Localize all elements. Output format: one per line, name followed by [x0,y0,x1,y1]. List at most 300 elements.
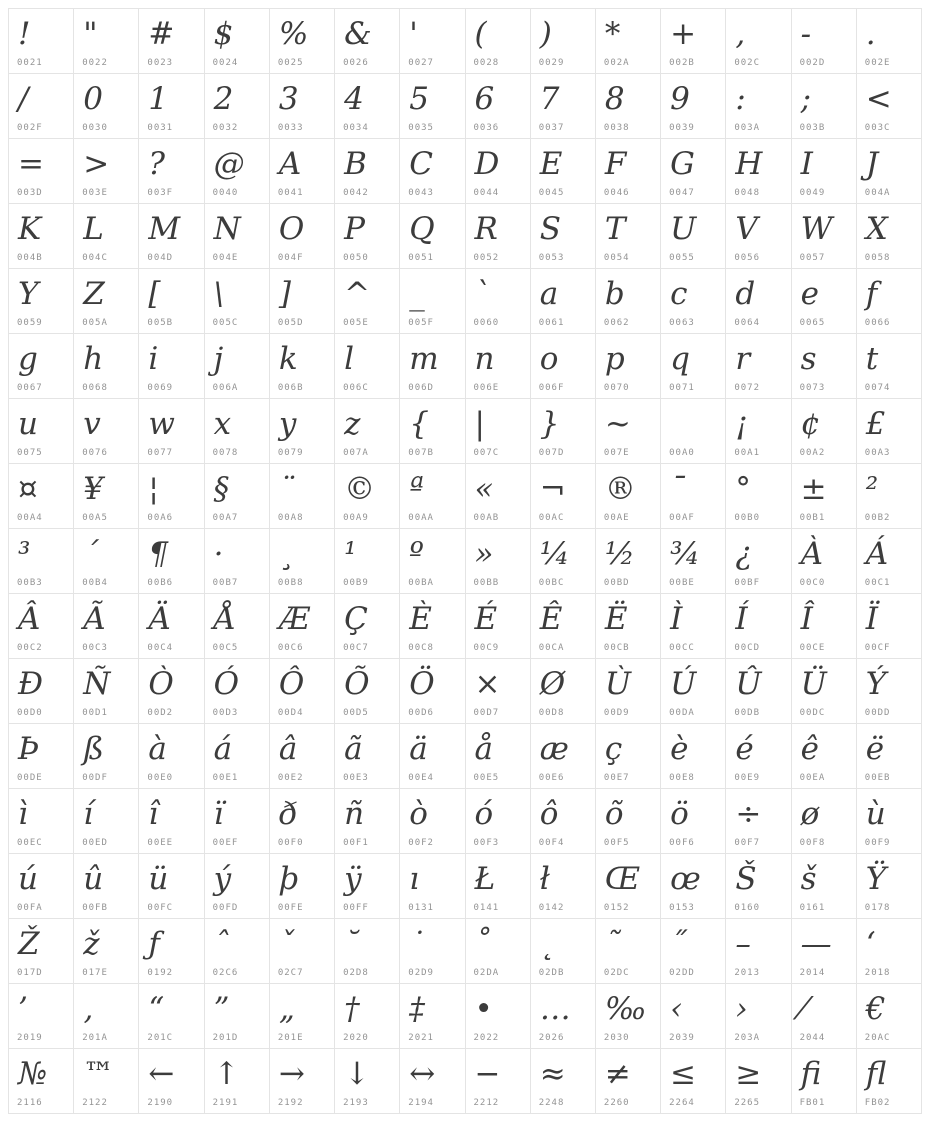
glyph-cell [205,659,269,723]
codepoint-label: 004D [147,253,174,263]
glyph-char: ™ [83,1056,115,1092]
codepoint-label: 00E2 [277,773,304,783]
glyph-char: > [83,146,110,182]
codepoint-label: 2030 [603,1033,630,1043]
glyph-char: ﬁ [800,1056,822,1092]
codepoint-label: 002A [603,58,630,68]
glyph-cell [400,854,464,918]
codepoint-label: 002B [669,58,695,68]
glyph-char: ‡ [409,991,425,1027]
codepoint-label: 0079 [277,448,304,458]
glyph-char: $ [213,16,234,52]
glyph-char: Û [735,666,762,702]
codepoint-label: 005A [82,318,108,328]
codepoint-label: 00E1 [212,773,239,783]
glyph-grid [8,8,922,1114]
glyph-char: ˘ [344,926,360,962]
codepoint-label: 0072 [734,383,761,393]
glyph-char: q [670,341,690,377]
glyph-char: ç [604,731,623,767]
glyph-char: t [865,341,879,377]
glyph-char: v [83,406,101,442]
glyph-cell [74,139,138,203]
codepoint-label: 002D [799,58,826,68]
glyph-cell [74,594,138,658]
codepoint-label: 00F7 [734,838,761,848]
codepoint-label: 0038 [603,123,630,133]
glyph-char: „ [278,991,295,1027]
glyph-cell [596,919,660,983]
codepoint-label: 00DA [669,708,695,718]
glyph-char: 7 [539,81,560,117]
glyph-char: ˙ [409,926,425,962]
codepoint-label: 00AF [669,513,695,523]
codepoint-label: 0059 [17,318,43,328]
codepoint-label: 00ED [82,838,108,848]
glyph-char: ¦ [148,471,159,507]
codepoint-label: 00CE [799,643,826,653]
codepoint-label: 0057 [799,253,826,263]
codepoint-label: 00FB [82,903,108,913]
glyph-char: Œ [604,861,641,897]
glyph-cell [857,919,921,983]
glyph-cell [857,139,921,203]
glyph-cell [9,139,73,203]
codepoint-label: 2116 [17,1098,43,1108]
glyph-char: p [604,341,625,377]
glyph-char: n [474,341,495,377]
codepoint-label: 0040 [212,188,239,198]
glyph-char: * [604,16,621,52]
glyph-cell [661,139,725,203]
codepoint-label: 0043 [408,188,434,198]
glyph-cell [466,1049,530,1113]
glyph-cell [270,529,334,593]
glyph-cell [596,529,660,593]
glyph-char: ¿ [735,536,752,572]
glyph-cell [74,9,138,73]
glyph-cell [139,854,203,918]
glyph-char: ò [409,796,428,832]
glyph-char: 5 [409,81,430,117]
glyph-char: ? [148,146,166,182]
glyph-cell [400,1049,464,1113]
codepoint-label: 02C6 [212,968,239,978]
glyph-char: ¾ [670,536,701,572]
glyph-cell [726,659,790,723]
glyph-char: î [148,796,159,832]
glyph-char: Ò [148,666,174,702]
codepoint-label: 006F [538,383,565,393]
codepoint-label: 007A [343,448,369,458]
glyph-cell [335,984,399,1048]
codepoint-label: 004B [17,253,43,263]
glyph-cell [466,529,530,593]
glyph-char: ¼ [539,536,570,572]
glyph-cell [400,984,464,1048]
glyph-cell [726,74,790,138]
codepoint-label: 00A3 [864,448,891,458]
glyph-cell [792,854,856,918]
codepoint-label: 2260 [603,1098,630,1108]
glyph-cell [205,334,269,398]
glyph-cell [9,594,73,658]
codepoint-label: 00F0 [277,838,304,848]
glyph-char: • [474,991,493,1027]
glyph-char: z [344,406,361,442]
glyph-cell [466,659,530,723]
glyph-cell [74,1049,138,1113]
codepoint-label: 00E0 [147,773,174,783]
glyph-cell [335,789,399,853]
glyph-cell [400,399,464,463]
glyph-cell [9,464,73,528]
glyph-cell [661,399,725,463]
codepoint-label: 002F [17,123,43,133]
glyph-cell [596,984,660,1048]
glyph-cell [726,984,790,1048]
glyph-char: G [670,146,695,182]
glyph-cell [531,139,595,203]
glyph-cell [400,529,464,593]
codepoint-label: 0142 [538,903,565,913]
glyph-cell [531,9,595,73]
glyph-char: ↑ [213,1056,240,1092]
glyph-char: j [213,341,224,377]
codepoint-label: 00D8 [538,708,565,718]
glyph-char: 9 [670,81,690,117]
glyph-cell [139,724,203,788]
codepoint-label: 0056 [734,253,761,263]
glyph-char: ← [148,1056,175,1092]
glyph-cell [270,9,334,73]
codepoint-label: 00D1 [82,708,108,718]
glyph-cell [400,74,464,138]
glyph-cell [400,464,464,528]
codepoint-label: 2248 [538,1098,565,1108]
glyph-cell [9,1049,73,1113]
glyph-char: l [344,341,354,377]
glyph-char [670,401,680,445]
glyph-cell [9,399,73,463]
glyph-cell [531,334,595,398]
codepoint-label: 005B [147,318,174,328]
glyph-char: ˚ [474,926,490,962]
codepoint-label: 2019 [17,1033,43,1043]
glyph-char: Ç [344,601,368,637]
glyph-char: Ð [18,666,44,702]
codepoint-label: 00F1 [343,838,369,848]
codepoint-label: 005D [277,318,304,328]
codepoint-label: 00DF [82,773,108,783]
codepoint-label: 00BB [473,578,500,588]
glyph-cell [792,399,856,463]
codepoint-label: 00FC [147,903,174,913]
glyph-cell [139,789,203,853]
codepoint-label: 0178 [864,903,891,913]
codepoint-label: 2122 [82,1098,108,1108]
glyph-cell [139,269,203,333]
codepoint-label: 203A [734,1033,761,1043]
glyph-cell [596,724,660,788]
codepoint-label: 00CA [538,643,565,653]
glyph-cell [726,269,790,333]
glyph-cell [9,204,73,268]
glyph-char: Ì [670,601,683,637]
glyph-char: ‹ [670,991,683,1027]
codepoint-label: 00EA [799,773,826,783]
glyph-char: ù [865,796,886,832]
glyph-char: ˇ [278,926,295,962]
glyph-char: û [83,861,104,897]
glyph-cell [792,724,856,788]
glyph-char: ì [18,796,28,832]
codepoint-label: 0044 [473,188,500,198]
codepoint-label: 00A5 [82,513,108,523]
glyph-char: T [604,211,626,247]
codepoint-label: 0036 [473,123,500,133]
glyph-cell [466,9,530,73]
codepoint-label: 0049 [799,188,826,198]
codepoint-label: 00D7 [473,708,500,718]
glyph-cell [466,399,530,463]
glyph-cell [74,659,138,723]
glyph-char: ´ [83,536,99,572]
glyph-cell [596,854,660,918]
glyph-char: . [865,16,876,52]
glyph-cell [466,594,530,658]
glyph-cell [335,9,399,73]
codepoint-label: 00B0 [734,513,761,523]
glyph-cell [792,334,856,398]
glyph-char: Ã [83,601,106,637]
glyph-char: â [278,731,298,767]
glyph-char: Ÿ [865,861,887,897]
glyph-char: ” [213,991,230,1027]
codepoint-label: 0078 [212,448,239,458]
glyph-char: ü [148,861,169,897]
glyph-char: ≥ [735,1056,762,1092]
codepoint-label: 00A0 [669,448,695,458]
codepoint-label: 00F4 [538,838,565,848]
glyph-cell [205,919,269,983]
codepoint-label: 0060 [473,318,500,328]
glyph-cell [400,139,464,203]
codepoint-label: 002C [734,58,761,68]
glyph-cell [335,919,399,983]
glyph-char: ’ [18,991,28,1027]
codepoint-label: 0153 [669,903,695,913]
codepoint-label: 00CB [603,643,630,653]
glyph-cell [400,724,464,788]
glyph-cell [661,529,725,593]
glyph-cell [531,789,595,853]
glyph-cell [466,789,530,853]
glyph-cell [335,269,399,333]
glyph-char: Q [409,211,435,247]
glyph-cell [531,74,595,138]
codepoint-label: 00EF [212,838,239,848]
glyph-char: } [539,406,560,442]
codepoint-label: 00E3 [343,773,369,783]
glyph-cell [270,334,334,398]
glyph-char: s [800,341,817,377]
codepoint-label: 2212 [473,1098,500,1108]
codepoint-label: 00AC [538,513,565,523]
glyph-char: ¸ [278,536,295,572]
codepoint-label: 00C6 [277,643,304,653]
codepoint-label: 00F3 [473,838,500,848]
glyph-cell [531,919,595,983]
glyph-cell [661,204,725,268]
codepoint-label: 0026 [343,58,369,68]
codepoint-label: 2018 [864,968,891,978]
glyph-char: ý [213,861,232,897]
glyph-char: g [18,341,38,377]
glyph-cell [661,594,725,658]
glyph-char: ˝ [670,926,686,962]
glyph-char: ± [800,471,827,507]
glyph-cell [205,464,269,528]
glyph-char: F [604,146,627,182]
codepoint-label: 02DB [538,968,565,978]
glyph-cell [74,269,138,333]
glyph-char: ¤ [18,471,38,507]
codepoint-label: 0055 [669,253,695,263]
glyph-char: Ü [800,666,827,702]
glyph-cell [661,919,725,983]
codepoint-label: 00AA [408,513,434,523]
codepoint-label: 00B2 [864,513,891,523]
glyph-char: C [409,146,434,182]
glyph-char: y [278,406,297,442]
glyph-cell [661,9,725,73]
codepoint-label: 00B6 [147,578,174,588]
codepoint-label: 00D0 [17,708,43,718]
glyph-char: H [735,146,763,182]
codepoint-label: 0052 [473,253,500,263]
glyph-char: 2 [213,81,234,117]
glyph-char: D [474,146,500,182]
glyph-cell [9,984,73,1048]
glyph-cell [335,659,399,723]
glyph-cell [270,74,334,138]
codepoint-label: 005C [212,318,239,328]
glyph-char: + [670,16,697,52]
glyph-char: ® [604,471,636,507]
glyph-cell [335,1049,399,1113]
glyph-cell [205,74,269,138]
codepoint-label: 0029 [538,58,565,68]
glyph-char: € [865,991,886,1027]
glyph-char: ¨ [278,471,295,507]
glyph-cell [205,789,269,853]
glyph-char: ƒ [148,926,160,962]
codepoint-label: 00A1 [734,448,761,458]
glyph-cell [205,724,269,788]
glyph-cell [531,659,595,723]
codepoint-label: 00A9 [343,513,369,523]
codepoint-label: 00C1 [864,578,891,588]
codepoint-label: 006B [277,383,304,393]
glyph-cell [270,659,334,723]
glyph-char: L [83,211,104,247]
glyph-char: ÿ [344,861,362,897]
codepoint-label: 0061 [538,318,565,328]
glyph-char: ' [409,16,418,52]
glyph-char: ^ [344,276,371,312]
glyph-cell [596,139,660,203]
glyph-cell [726,529,790,593]
glyph-char: × [474,666,501,702]
glyph-cell [270,724,334,788]
glyph-char: O [278,211,305,247]
glyph-char: ë [865,731,885,767]
glyph-char: 8 [604,81,625,117]
glyph-cell [270,204,334,268]
codepoint-label: 004C [82,253,108,263]
codepoint-label: 2192 [277,1098,304,1108]
codepoint-label: FB01 [799,1098,826,1108]
glyph-char: S [539,211,561,247]
codepoint-label: 0022 [82,58,108,68]
codepoint-label: 0030 [82,123,108,133]
glyph-cell [792,74,856,138]
glyph-cell [270,984,334,1048]
codepoint-label: 00E4 [408,773,434,783]
codepoint-label: 00B3 [17,578,43,588]
glyph-char: ˛ [539,926,556,962]
codepoint-label: 0032 [212,123,239,133]
codepoint-label: 00F2 [408,838,434,848]
glyph-cell [661,724,725,788]
codepoint-label: 0024 [212,58,239,68]
glyph-char: ` [474,276,490,312]
glyph-cell [139,334,203,398]
glyph-cell [139,204,203,268]
codepoint-label: 201E [277,1033,304,1043]
glyph-cell [205,204,269,268]
glyph-char: “ [148,991,165,1027]
codepoint-label: 006E [473,383,500,393]
glyph-char: ä [409,731,428,767]
glyph-cell [857,789,921,853]
codepoint-label: 00A8 [277,513,304,523]
glyph-cell [400,594,464,658]
glyph-char: ˜ [604,926,621,962]
codepoint-label: 0075 [17,448,43,458]
glyph-char: ó [474,796,494,832]
glyph-cell [857,594,921,658]
glyph-cell [726,334,790,398]
glyph-cell [726,204,790,268]
glyph-cell [792,529,856,593]
glyph-char: á [213,731,233,767]
glyph-cell [9,74,73,138]
codepoint-label: 00B1 [799,513,826,523]
codepoint-label: 00C4 [147,643,174,653]
glyph-cell [726,724,790,788]
glyph-cell [139,594,203,658]
codepoint-label: 00AB [473,513,500,523]
glyph-char: ß [83,731,104,767]
glyph-cell [531,399,595,463]
codepoint-label: 003F [147,188,174,198]
codepoint-label: 0027 [408,58,434,68]
glyph-char: – [735,926,751,962]
glyph-cell [139,9,203,73]
codepoint-label: 00FF [343,903,369,913]
